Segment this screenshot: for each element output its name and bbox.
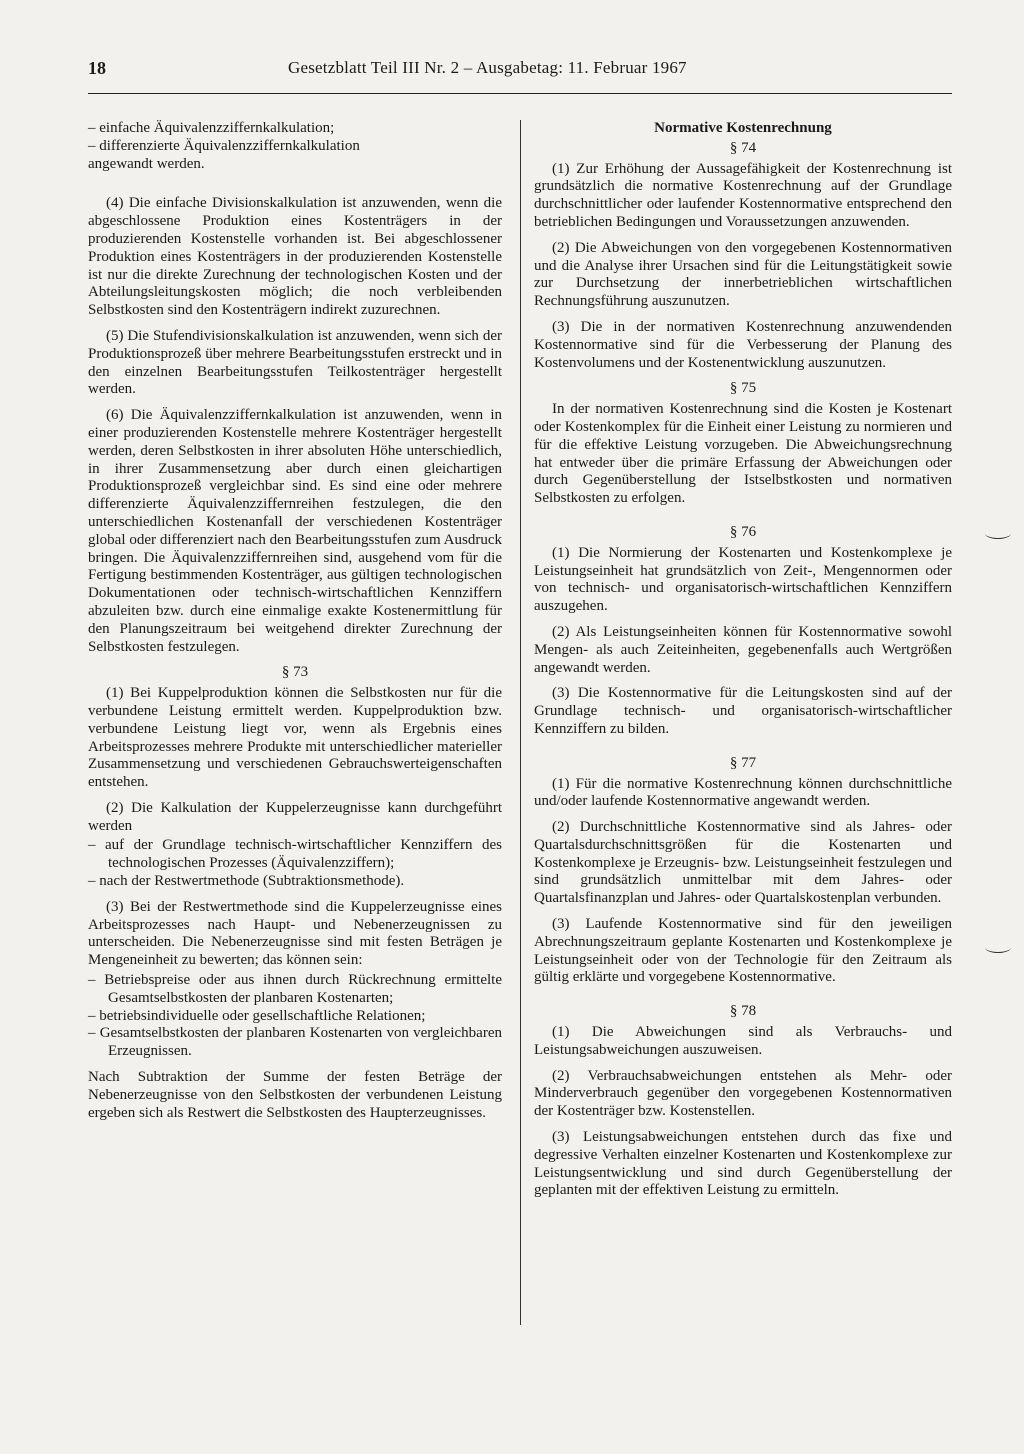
page-number: 18	[88, 58, 106, 78]
list-item: – auf der Grundlage technisch-wirtschaftlicher Kennziffern des technologischen Prozesses (Äquivalenzziffern);	[88, 837, 502, 872]
paragraph: (3) Bei der Restwertmethode sind die Kuppelerzeugnisse eines Arbeitsprozesses nach Haupt- und Nebenerzeugnissen zu unterscheiden. Die Nebenerzeugnisse sind mit festen Beträgen je Mengeneinheit zu bewerten; das können sein:	[88, 898, 502, 969]
paragraph: (2) Die Kalkulation der Kuppelerzeugnisse kann durchgeführt werden	[88, 799, 502, 834]
section-75-heading: § 75	[729, 380, 757, 397]
paragraph: (3) Die Kostennormative für die Leitungskosten sind auf der Grundlage technisch- und organisatorisch-wirtschaftlicher Kennziffern zu bilden.	[534, 685, 952, 737]
section-78-heading: § 78	[729, 1003, 757, 1020]
right-column	[534, 120, 952, 1208]
spacer	[88, 181, 502, 195]
section-74-heading: § 74	[729, 139, 757, 156]
list-item: – differenzierte Äquivalenzziffernkalkulation	[88, 137, 360, 154]
paragraph: (3) Laufende Kostennormative sind für den jeweiligen Abrechnungszeitraum geplante Kostenarten und Kostenkomplexe je Leistungseinheit oder von der Technologie für den Zeitraum als gültig erklärte und vorgegebene Kostennormative.	[534, 916, 952, 986]
header-rule	[88, 93, 952, 94]
paragraph: (2) Durchschnittliche Kostennormative sind als Jahres- oder Quartalsdurchschnittsgrößen für die Kostenarten und Kostenkomplexe je Erzeugnis- bzw. Leistungseinheit festzulegen und sind grundsätzlich unmittelbar mit dem Jahres- oder Quartalsfinanzplan und Jahres- oder Quartalskostenplan verbunden.	[534, 819, 952, 907]
scan-margin-mark	[985, 942, 1011, 953]
section-73-heading: § 73	[281, 664, 309, 681]
paragraph: (2) Verbrauchsabweichungen entstehen als Mehr- oder Minderverbrauch gegenüber den vorgegebenen Kostennormativen der Kostenträger bzw. Kostenstellen.	[534, 1067, 952, 1120]
paragraph-4: (4) Die einfache Divisionskalkulation ist anzuwenden, wenn die abgeschlossene Produktion eines Kostenträgers in der produzierenden Kostenstelle vorhanden ist. Bei abgeschlossener Produktion eines Kostenträgers in der produzierenden Kostenstelle ist nur die direkte Zurechnung der technologischen Kosten und der Abteilungsleitungskosten möglich; die noch verbleibenden Selbstkosten sind den Kostenträgern indirekt zuzurechnen.	[88, 195, 502, 319]
paragraph: (1) Bei Kuppelproduktion können die Selbstkosten nur für die verbundene Leistung ermittelt werden. Kuppelproduktion bzw. verbundene Leistung liegt vor, wenn als Ergebnis eines Arbeitsprozesses mehrere Produkte mit unterschiedlicher materieller Zusammensetzung und verschiedenen Gebrauchswerteigenschaften entstehen.	[88, 685, 502, 791]
list-item: – Gesamtselbstkosten der planbaren Kostenarten von vergleichbaren Erzeugnissen.	[88, 1025, 502, 1060]
paragraph: (3) Leistungsabweichungen entstehen durch das fixe und degressive Verhalten einzelner Kostenarten und Kostenkomplexe zur Leistungsentwicklung und sind durch Gegenüberstellung der geplanten mit der effektiven Leistung zu ermitteln.	[534, 1129, 952, 1199]
section-76-heading: § 76	[729, 523, 757, 540]
paragraph: (1) Die Abweichungen sind als Verbrauchs- und Leistungsabweichungen auszuweisen.	[534, 1024, 952, 1058]
paragraph: Nach Subtraktion der Summe der festen Beträge der Nebenerzeugnisse von den Selbstkosten der verbundenen Leistung ergeben sich als Restwert die Selbstkosten des Haupterzeugnisses.	[88, 1069, 502, 1121]
paragraph: In der normativen Kostenrechnung sind die Kosten je Kostenart oder Kostenkomplex für die Einheit einer Leistung zu normieren und für die effektive Leistung vorzugeben. Die Abweichungsrechnung hat entweder über die primäre Erfassung der Abweichungen oder durch Gegenüberstellung der Istselbstkosten und normativen Selbstkosten zu erfolgen.	[534, 401, 952, 507]
running-title: Gesetzblatt Teil III Nr. 2 – Ausgabetag: 11. Februar 1967	[288, 58, 687, 77]
paragraph: (1) Für die normative Kostenrechnung können durchschnittliche und/oder laufende Kostennormative angewandt werden.	[534, 775, 952, 810]
paragraph: (1) Die Normierung der Kostenarten und Kostenkomplexe je Leistungseinheit hat grundsätzlich von Zeit-, Mengennormen oder von technisch- und organisatorisch-wirtschaftlichen Kennziffern auszugehen.	[534, 544, 952, 615]
column-divider	[520, 120, 521, 1325]
paragraph: (3) Die in der normativen Kostenrechnung anzuwendenden Kostennormative sind für die Verbesserung der Planung des Kostenvolumens und der Kostenentwicklung auszunutzen.	[534, 318, 952, 371]
section-heading: Normative Kostenrechnung	[654, 120, 832, 136]
paragraph: angewandt werden.	[88, 155, 205, 172]
section-77-heading: § 77	[729, 754, 757, 771]
paragraph-6: (6) Die Äquivalenzziffernkalkulation ist anzuwenden, wenn in einer produzierenden Kostenstelle mehrere Kostenträger hergestellt werden, deren Selbstkosten in ihrer absoluten Höhe unterschiedlich, in ihrer Zusammensetzung aber durch einen gleichartigen Produktionsprozeß vergleichbar sind. Es sind eine oder mehrere differenzierte Äquivalenzziffernreihen festzulegen, die den unterschiedlichen Kostenanfall der verschiedenen Kostenträger global oder differenziert nach den Bearbeitungsstufen zum Ausdruck bringen. Die Äquivalenzziffernreihen sind, ausgehend vom für die Fertigung bestimmenden Kostenträger, aus gültigen technologischen Dokumentationen oder technisch-wirtschaftlichen Kennziffern abzuleiten bzw. durch eine einmalige exakte Kostenermittlung für den Planungszeitraum bei weitgehend direkter Zurechnung der Selbstkosten festzulegen.	[88, 407, 502, 655]
list-item: – betriebsindividuelle oder gesellschaftliche Relationen;	[88, 1007, 426, 1024]
paragraph: (2) Die Abweichungen von den vorgegebenen Kostennormativen und die Analyse ihrer Ursachen sind für die Leitungstätigkeit sowie zur Durchsetzung der innerbetrieblichen wirtschaftlichen Rechnungsführung auszunutzen.	[534, 239, 952, 310]
scan-margin-mark	[985, 528, 1011, 539]
list-item: – einfache Äquivalenzziffernkalkulation;	[88, 120, 335, 136]
list-item: – Betriebspreise oder aus ihnen durch Rückrechnung ermittelte Gesamtselbstkosten der planbaren Kostenarten;	[88, 972, 502, 1006]
paragraph: (1) Zur Erhöhung der Aussagefähigkeit der Kostenrechnung ist grundsätzlich die normative Kostenrechnung auf der Grundlage durchschnittlicher oder laufender Kostennormative entsprechend den betrieblichen Bedingungen und Voraussetzungen anzuwenden.	[534, 160, 952, 230]
left-column	[88, 120, 502, 1130]
list-item: – nach der Restwertmethode (Subtraktionsmethode).	[88, 873, 405, 890]
paragraph-5: (5) Die Stufendivisionskalkulation ist anzuwenden, wenn sich der Produktionsprozeß über mehrere Bearbeitungsstufen erstreckt und in den einzelnen Bearbeitungsstufen Teilkostenträger hergestellt werden.	[88, 327, 502, 398]
paragraph: (2) Als Leistungseinheiten können für Kostennormative sowohl Mengen- als auch Zeiteinheiten, gegebenenfalls auch Wertgrößen angewandt werden.	[534, 623, 952, 676]
page-header	[88, 58, 952, 86]
